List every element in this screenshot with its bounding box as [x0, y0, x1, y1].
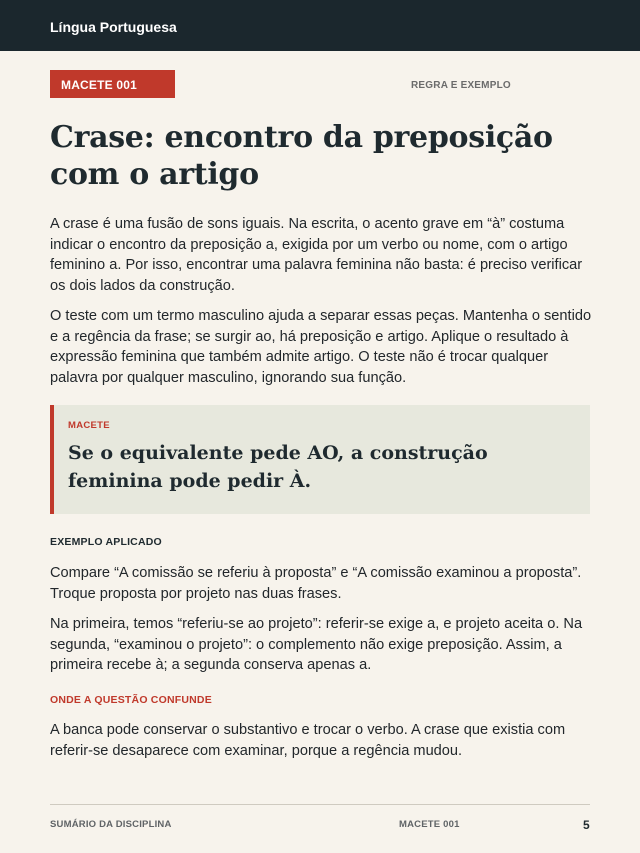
page-title: Crase: encontro da preposição com o artigo [50, 120, 553, 192]
macete-tag-label: MACETE 001 [61, 78, 138, 92]
example-heading: EXEMPLO APLICADO [50, 536, 162, 548]
top-bar [0, 0, 640, 51]
section-label: REGRA E EXEMPLO [411, 80, 511, 91]
callout-text: Se o equivalente pede AO, a construção feminina pode pedir À. [68, 442, 488, 492]
trap-paragraph: A banca pode conservar o substantivo e trocar o verbo. A crase que existia com referir-se desaparece com examinar, porque a regência mudou. [50, 722, 566, 759]
example-paragraph-1: Compare “A comissão se referiu à proposta” e “A comissão examinou a proposta”. Troque proposta por projeto nas duas frases. [50, 565, 582, 602]
callout-label: MACETE [68, 420, 110, 431]
intro-paragraph-1: A crase é uma fusão de sons iguais. Na escrita, o acento grave em “à” costuma indicar o encontro da preposição a, exigida por um verbo ou nome, com o artigo feminino a. Por isso, encontrar uma palavra feminina não basta: é preciso verificar os dois lados da construção. [50, 216, 583, 294]
example-paragraph-2: Na primeira, temos “referiu-se ao projeto”: referir-se exige a, e projeto aceita o. Na segunda, “examinou o projeto”: o complemento não exige preposição. Assim, a primeira recebe à; a segunda conserva apenas a. [50, 616, 583, 674]
footer-discipline-summary: SUMÁRIO DA DISCIPLINA [50, 819, 172, 830]
intro-paragraph-2: O teste com um termo masculino ajuda a separar essas peças. Mantenha o sentido e a regência da frase; se surgir ao, há preposição e artigo. Aplique o resultado à expressão feminina que também admite artigo. O teste não é trocar qualquer palavra por qualquer masculino, ignorando sua função. [50, 308, 592, 386]
trap-heading: ONDE A QUESTÃO CONFUNDE [50, 694, 212, 706]
footer-divider [50, 804, 590, 805]
discipline-name: Língua Portuguesa [50, 19, 177, 35]
footer-macete-id: MACETE 001 [399, 819, 460, 830]
macete-callout [50, 405, 590, 514]
page-number: 5 [583, 818, 590, 832]
macete-tag [50, 70, 175, 98]
